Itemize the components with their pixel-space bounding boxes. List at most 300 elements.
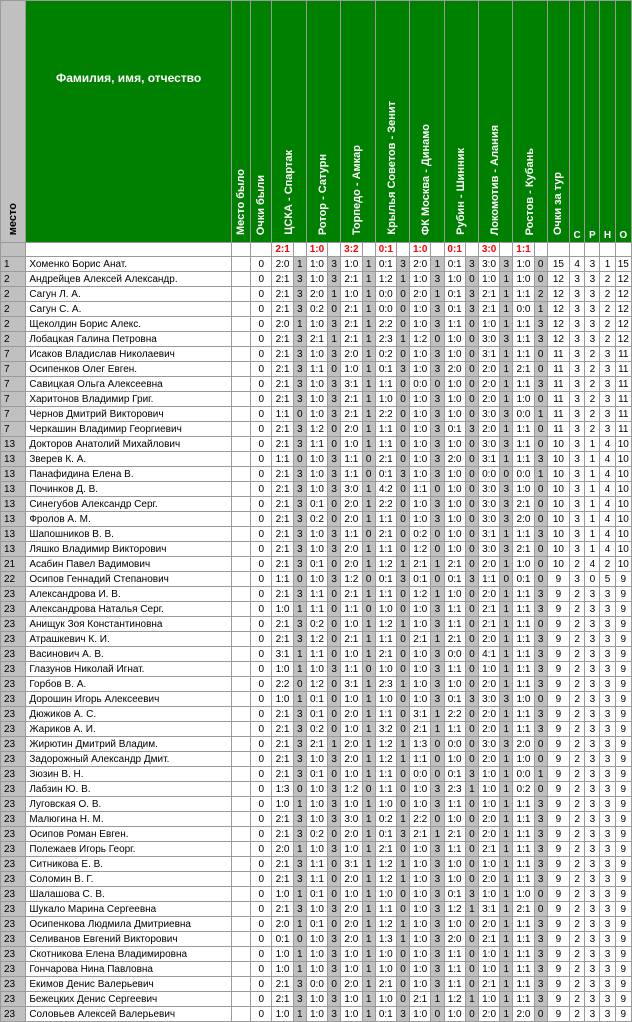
forecast-points-cell: 0 — [328, 302, 341, 317]
stat-o-cell: 9 — [615, 677, 631, 692]
forecast-score-cell: 0:1 — [375, 362, 396, 377]
forecast-points-cell: 0 — [465, 437, 478, 452]
forecast-points-cell: 0 — [396, 977, 409, 992]
forecast-points-cell: 0 — [465, 722, 478, 737]
forecast-points-cell: 1 — [431, 992, 444, 1007]
forecast-score-cell: 2:1 — [272, 707, 293, 722]
forecast-points-cell: 3 — [328, 797, 341, 812]
forecast-score-cell: 2:1 — [444, 557, 465, 572]
forecast-score-cell: 3:0 — [478, 497, 499, 512]
stat-r-cell: 3 — [585, 1007, 600, 1022]
header-round-points: Очки за тур — [547, 1, 569, 243]
forecast-score-cell: 1:1 — [375, 587, 396, 602]
table-row — [1, 392, 632, 407]
previous-points-cell: 0 — [251, 557, 272, 572]
forecast-score-cell: 0:0 — [375, 302, 396, 317]
forecast-score-cell: 2:0 — [272, 917, 293, 932]
previous-points-cell: 0 — [251, 977, 272, 992]
forecast-score-cell: 0:1 — [444, 257, 465, 272]
forecast-points-cell: 0 — [465, 797, 478, 812]
stat-o-cell: 12 — [615, 332, 631, 347]
forecast-points-cell: 1 — [293, 797, 306, 812]
forecast-points-cell: 3 — [534, 602, 547, 617]
forecast-score-cell: 1:1 — [375, 902, 396, 917]
stat-r-cell: 3 — [585, 692, 600, 707]
forecast-points-cell: 0 — [362, 452, 375, 467]
name-cell: Сагун Л. А. — [26, 287, 232, 302]
stat-r-cell: 3 — [585, 737, 600, 752]
stat-o-cell: 11 — [615, 422, 631, 437]
stat-s-cell: 2 — [570, 1007, 585, 1022]
forecast-points-cell: 0 — [534, 437, 547, 452]
stat-r-cell: 3 — [585, 647, 600, 662]
forecast-points-cell: 0 — [534, 887, 547, 902]
name-cell: Фролов А. М. — [26, 512, 232, 527]
forecast-score-cell: 2:0 — [341, 512, 362, 527]
round-points-cell: 9 — [547, 887, 569, 902]
forecast-points-cell: 1 — [396, 812, 409, 827]
forecast-points-cell: 0 — [465, 542, 478, 557]
forecast-score-cell: 0:1 — [375, 257, 396, 272]
forecast-score-cell: 1:0 — [478, 947, 499, 962]
stat-r-cell: 3 — [585, 722, 600, 737]
forecast-points-cell: 3 — [328, 752, 341, 767]
name-cell: Горбов В. А. — [26, 677, 232, 692]
stat-n-cell: 3 — [600, 422, 615, 437]
forecast-score-cell: 1:0 — [410, 797, 431, 812]
forecast-score-cell: 2:1 — [272, 377, 293, 392]
round-points-cell: 9 — [547, 872, 569, 887]
stat-n-cell: 2 — [600, 317, 615, 332]
forecast-points-cell: 0 — [534, 512, 547, 527]
forecast-points-cell: 0 — [396, 842, 409, 857]
previous-points-cell: 0 — [251, 797, 272, 812]
previous-points-cell: 0 — [251, 872, 272, 887]
previous-points-cell: 0 — [251, 512, 272, 527]
stat-s-cell: 2 — [570, 692, 585, 707]
forecast-points-cell: 3 — [328, 257, 341, 272]
previous-points-cell: 0 — [251, 632, 272, 647]
forecast-points-cell: 1 — [362, 707, 375, 722]
stat-r-cell: 3 — [585, 677, 600, 692]
place-cell: 2 — [1, 332, 26, 347]
forecast-points-cell: 0 — [534, 782, 547, 797]
round-points-cell: 9 — [547, 572, 569, 587]
previous-place-cell — [231, 917, 250, 932]
forecast-points-cell: 1 — [293, 1007, 306, 1022]
forecast-score-cell: 1:0 — [513, 392, 534, 407]
forecast-points-cell: 1 — [362, 812, 375, 827]
forecast-score-cell: 2:1 — [478, 617, 499, 632]
stat-s-cell: 3 — [570, 467, 585, 482]
forecast-score-cell: 2:0 — [478, 872, 499, 887]
stat-o-cell: 9 — [615, 617, 631, 632]
place-cell: 23 — [1, 752, 26, 767]
forecast-points-cell: 0 — [465, 497, 478, 512]
stat-o-cell: 9 — [615, 917, 631, 932]
forecast-points-cell: 0 — [431, 527, 444, 542]
forecast-score-cell: 1:0 — [306, 377, 327, 392]
forecast-score-cell: 1:1 — [513, 827, 534, 842]
stat-r-cell: 4 — [585, 557, 600, 572]
forecast-score-cell: 1:0 — [306, 812, 327, 827]
forecast-score-cell: 2:0 — [341, 752, 362, 767]
forecast-score-cell: 2:1 — [478, 602, 499, 617]
stat-o-cell: 10 — [615, 542, 631, 557]
stat-n-cell: 3 — [600, 947, 615, 962]
table-row — [1, 857, 632, 872]
forecast-score-cell: 1:0 — [375, 887, 396, 902]
name-cell: Шапошников В. В. — [26, 527, 232, 542]
forecast-score-cell: 1:1 — [341, 602, 362, 617]
round-points-cell: 9 — [547, 902, 569, 917]
previous-place-cell — [231, 452, 250, 467]
previous-points-cell: 0 — [251, 527, 272, 542]
forecast-score-cell: 3:0 — [478, 332, 499, 347]
forecast-points-cell: 0 — [396, 602, 409, 617]
forecast-points-cell: 1 — [362, 932, 375, 947]
stat-n-cell: 4 — [600, 452, 615, 467]
table-row — [1, 347, 632, 362]
forecast-points-cell: 1 — [500, 632, 513, 647]
forecast-score-cell: 0:1 — [410, 572, 431, 587]
forecast-points-cell: 1 — [362, 332, 375, 347]
forecast-points-cell: 1 — [500, 707, 513, 722]
forecast-score-cell: 1:1 — [513, 932, 534, 947]
forecast-points-cell: 0 — [534, 737, 547, 752]
forecast-score-cell: 1:0 — [410, 497, 431, 512]
forecast-score-cell: 0:2 — [306, 722, 327, 737]
forecast-points-cell: 1 — [362, 257, 375, 272]
stat-o-cell: 9 — [615, 752, 631, 767]
table-row — [1, 932, 632, 947]
forecast-points-cell: 0 — [396, 662, 409, 677]
forecast-score-cell: 1:1 — [513, 812, 534, 827]
forecast-points-cell: 1 — [293, 692, 306, 707]
forecast-score-cell: 0:0 — [513, 302, 534, 317]
forecast-points-cell: 3 — [431, 782, 444, 797]
forecast-score-cell: 2:1 — [306, 737, 327, 752]
round-points-cell: 9 — [547, 587, 569, 602]
forecast-score-cell: 1:2 — [375, 917, 396, 932]
forecast-points-cell: 0 — [431, 1007, 444, 1022]
forecast-score-cell: 1:0 — [410, 857, 431, 872]
forecast-points-cell: 3 — [328, 812, 341, 827]
forecast-score-cell: 1:1 — [513, 377, 534, 392]
previous-place-cell — [231, 902, 250, 917]
forecast-points-cell: 1 — [362, 842, 375, 857]
forecast-points-cell: 3 — [328, 992, 341, 1007]
forecast-score-cell: 2:3 — [444, 782, 465, 797]
previous-place-cell — [231, 302, 250, 317]
match-result: 2:1 — [272, 243, 293, 257]
forecast-points-cell: 0 — [396, 497, 409, 512]
forecast-score-cell: 1:2 — [375, 857, 396, 872]
round-points-cell: 9 — [547, 752, 569, 767]
place-cell: 23 — [1, 617, 26, 632]
place-cell: 2 — [1, 272, 26, 287]
forecast-points-cell: 0 — [465, 602, 478, 617]
forecast-score-cell: 1:0 — [444, 752, 465, 767]
forecast-score-cell: 1:1 — [513, 857, 534, 872]
forecast-points-cell: 1 — [431, 707, 444, 722]
stat-n-cell: 3 — [600, 707, 615, 722]
previous-points-cell: 0 — [251, 392, 272, 407]
forecast-score-cell: 2:0 — [478, 362, 499, 377]
forecast-points-cell: 0 — [328, 872, 341, 887]
stat-n-cell: 4 — [600, 437, 615, 452]
forecast-points-cell: 0 — [328, 617, 341, 632]
forecast-score-cell: 2:1 — [272, 767, 293, 782]
forecast-points-cell: 0 — [396, 782, 409, 797]
forecast-score-cell: 2:0 — [306, 287, 327, 302]
forecast-points-cell: 3 — [500, 407, 513, 422]
stat-s-cell: 3 — [570, 452, 585, 467]
forecast-points-cell: 3 — [431, 932, 444, 947]
stat-s-cell: 3 — [570, 407, 585, 422]
forecast-score-cell: 2:2 — [375, 497, 396, 512]
stat-r-cell: 3 — [585, 812, 600, 827]
forecast-points-cell: 3 — [396, 572, 409, 587]
forecast-score-cell: 1:0 — [341, 617, 362, 632]
forecast-score-cell: 1:1 — [513, 347, 534, 362]
forecast-points-cell: 3 — [328, 407, 341, 422]
forecast-points-cell: 3 — [465, 422, 478, 437]
name-cell: Зюзин В. Н. — [26, 767, 232, 782]
stat-n-cell: 3 — [600, 737, 615, 752]
stat-n-cell: 3 — [600, 647, 615, 662]
forecast-score-cell: 1:1 — [341, 527, 362, 542]
forecast-score-cell: 0:1 — [375, 572, 396, 587]
round-points-cell: 11 — [547, 362, 569, 377]
forecast-score-cell: 1:0 — [341, 287, 362, 302]
stat-r-cell: 3 — [585, 947, 600, 962]
previous-place-cell — [231, 662, 250, 677]
round-points-cell: 12 — [547, 332, 569, 347]
stat-s-cell: 3 — [570, 527, 585, 542]
forecast-score-cell: 2:1 — [272, 272, 293, 287]
forecast-points-cell: 1 — [500, 662, 513, 677]
forecast-points-cell: 3 — [396, 1007, 409, 1022]
forecast-points-cell: 0 — [534, 422, 547, 437]
stat-r-cell: 1 — [585, 437, 600, 452]
forecast-points-cell: 3 — [328, 452, 341, 467]
forecast-points-cell: 3 — [293, 752, 306, 767]
name-cell: Савицкая Ольга Алексеевна — [26, 377, 232, 392]
previous-place-cell — [231, 737, 250, 752]
stat-s-cell: 2 — [570, 752, 585, 767]
forecast-score-cell: 1:0 — [375, 797, 396, 812]
forecast-points-cell: 1 — [362, 947, 375, 962]
forecast-points-cell: 1 — [431, 722, 444, 737]
forecast-points-cell: 1 — [362, 377, 375, 392]
forecast-score-cell: 2:1 — [272, 632, 293, 647]
place-cell: 23 — [1, 827, 26, 842]
forecast-score-cell: 1:0 — [375, 992, 396, 1007]
forecast-score-cell: 2:1 — [306, 332, 327, 347]
stat-s-cell: 2 — [570, 977, 585, 992]
forecast-score-cell: 1:1 — [341, 452, 362, 467]
previous-place-cell — [231, 407, 250, 422]
forecast-score-cell: 2:0 — [410, 257, 431, 272]
previous-place-cell — [231, 377, 250, 392]
forecast-score-cell: 1:1 — [306, 857, 327, 872]
forecast-points-cell: 1 — [396, 617, 409, 632]
round-points-cell: 9 — [547, 677, 569, 692]
forecast-points-cell: 0 — [396, 887, 409, 902]
header-o: О — [615, 1, 631, 243]
forecast-score-cell: 1:1 — [272, 452, 293, 467]
table-row — [1, 407, 632, 422]
forecast-score-cell: 2:1 — [272, 737, 293, 752]
forecast-points-cell: 0 — [465, 317, 478, 332]
previous-place-cell — [231, 932, 250, 947]
place-cell: 23 — [1, 797, 26, 812]
forecast-points-cell: 0 — [465, 647, 478, 662]
forecast-points-cell: 1 — [500, 677, 513, 692]
stat-o-cell: 10 — [615, 512, 631, 527]
name-cell: Селиванов Евгений Викторович — [26, 932, 232, 947]
stat-o-cell: 11 — [615, 347, 631, 362]
forecast-points-cell: 0 — [465, 857, 478, 872]
stat-r-cell: 3 — [585, 317, 600, 332]
forecast-score-cell: 2:1 — [272, 482, 293, 497]
name-cell: Соловьев Алексей Валерьевич — [26, 1007, 232, 1022]
stat-n-cell: 4 — [600, 467, 615, 482]
stat-o-cell: 9 — [615, 827, 631, 842]
forecast-points-cell: 0 — [396, 707, 409, 722]
forecast-points-cell: 0 — [328, 707, 341, 722]
forecast-score-cell: 2:1 — [478, 932, 499, 947]
forecast-points-cell: 1 — [500, 827, 513, 842]
table-row — [1, 917, 632, 932]
place-cell: 13 — [1, 512, 26, 527]
forecast-score-cell: 0:1 — [513, 572, 534, 587]
forecast-score-cell: 1:1 — [513, 962, 534, 977]
table-row — [1, 512, 632, 527]
forecast-score-cell: 2:0 — [478, 677, 499, 692]
forecast-score-cell: 1:1 — [444, 977, 465, 992]
forecast-points-cell: 0 — [328, 887, 341, 902]
forecast-points-cell: 3 — [534, 992, 547, 1007]
stat-n-cell: 3 — [600, 977, 615, 992]
place-cell: 23 — [1, 662, 26, 677]
forecast-score-cell: 1:1 — [306, 362, 327, 377]
forecast-score-cell: 0:2 — [306, 617, 327, 632]
forecast-points-cell: 0 — [328, 632, 341, 647]
forecast-points-cell: 0 — [465, 347, 478, 362]
forecast-points-cell: 0 — [328, 512, 341, 527]
round-points-cell: 9 — [547, 827, 569, 842]
forecast-score-cell: 2:1 — [513, 362, 534, 377]
forecast-score-cell: 2:1 — [272, 287, 293, 302]
forecast-points-cell: 1 — [293, 947, 306, 962]
forecast-points-cell: 1 — [500, 1007, 513, 1022]
forecast-score-cell: 1:1 — [513, 872, 534, 887]
place-cell: 23 — [1, 902, 26, 917]
table-row — [1, 602, 632, 617]
table-row — [1, 797, 632, 812]
header-match-2: Ротор - Сатурн — [306, 1, 340, 243]
stat-n-cell: 3 — [600, 992, 615, 1007]
forecast-score-cell: 1:0 — [306, 992, 327, 1007]
forecast-score-cell: 1:1 — [444, 317, 465, 332]
stat-o-cell: 9 — [615, 947, 631, 962]
round-points-cell: 9 — [547, 617, 569, 632]
round-points-cell: 12 — [547, 287, 569, 302]
forecast-points-cell: 0 — [534, 692, 547, 707]
name-cell: Панафидина Елена В. — [26, 467, 232, 482]
forecast-points-cell: 0 — [396, 992, 409, 1007]
round-points-cell: 9 — [547, 812, 569, 827]
forecast-points-cell: 0 — [328, 827, 341, 842]
table-row — [1, 452, 632, 467]
forecast-points-cell: 0 — [465, 662, 478, 677]
forecast-points-cell: 3 — [293, 497, 306, 512]
forecast-score-cell: 0:0 — [444, 647, 465, 662]
forecast-score-cell: 1:1 — [513, 287, 534, 302]
stat-o-cell: 9 — [615, 767, 631, 782]
forecast-score-cell: 1:0 — [306, 467, 327, 482]
previous-place-cell — [231, 632, 250, 647]
forecast-score-cell: 2:1 — [272, 542, 293, 557]
previous-place-cell — [231, 797, 250, 812]
table-row — [1, 362, 632, 377]
round-points-cell: 10 — [547, 527, 569, 542]
stat-n-cell: 3 — [600, 842, 615, 857]
place-cell: 23 — [1, 947, 26, 962]
previous-place-cell — [231, 587, 250, 602]
forecast-points-cell: 3 — [328, 662, 341, 677]
forecast-score-cell: 2:1 — [272, 332, 293, 347]
forecast-score-cell: 2:2 — [375, 407, 396, 422]
forecast-score-cell: 1:0 — [410, 1007, 431, 1022]
forecast-score-cell: 1:0 — [444, 857, 465, 872]
forecast-score-cell: 1:0 — [410, 452, 431, 467]
forecast-points-cell: 1 — [362, 632, 375, 647]
forecast-points-cell: 3 — [293, 857, 306, 872]
name-cell: Соломин В. Г. — [26, 872, 232, 887]
forecast-points-cell: 1 — [500, 857, 513, 872]
previous-place-cell — [231, 692, 250, 707]
forecast-points-cell: 3 — [293, 737, 306, 752]
forecast-points-cell: 3 — [534, 872, 547, 887]
forecast-score-cell: 0:1 — [306, 557, 327, 572]
forecast-points-cell: 3 — [293, 632, 306, 647]
forecast-points-cell: 0 — [465, 362, 478, 377]
forecast-points-cell: 1 — [500, 377, 513, 392]
forecast-points-cell: 1 — [534, 767, 547, 782]
forecast-points-cell: 3 — [328, 782, 341, 797]
forecast-points-cell: 0 — [328, 857, 341, 872]
forecast-points-cell: 1 — [362, 992, 375, 1007]
forecast-points-cell: 1 — [396, 857, 409, 872]
previous-points-cell: 0 — [251, 707, 272, 722]
forecast-score-cell: 1:0 — [478, 662, 499, 677]
forecast-score-cell: 3:1 — [272, 647, 293, 662]
previous-points-cell: 0 — [251, 437, 272, 452]
forecast-score-cell: 1:0 — [410, 692, 431, 707]
forecast-points-cell: 1 — [500, 797, 513, 812]
stat-o-cell: 9 — [615, 932, 631, 947]
previous-place-cell — [231, 557, 250, 572]
forecast-score-cell: 0:1 — [306, 692, 327, 707]
stat-o-cell: 9 — [615, 647, 631, 662]
forecast-points-cell: 0 — [328, 977, 341, 992]
name-cell: Исаков Владислав Николаевич — [26, 347, 232, 362]
forecast-score-cell: 1:0 — [341, 887, 362, 902]
forecast-score-cell: 2:1 — [272, 527, 293, 542]
